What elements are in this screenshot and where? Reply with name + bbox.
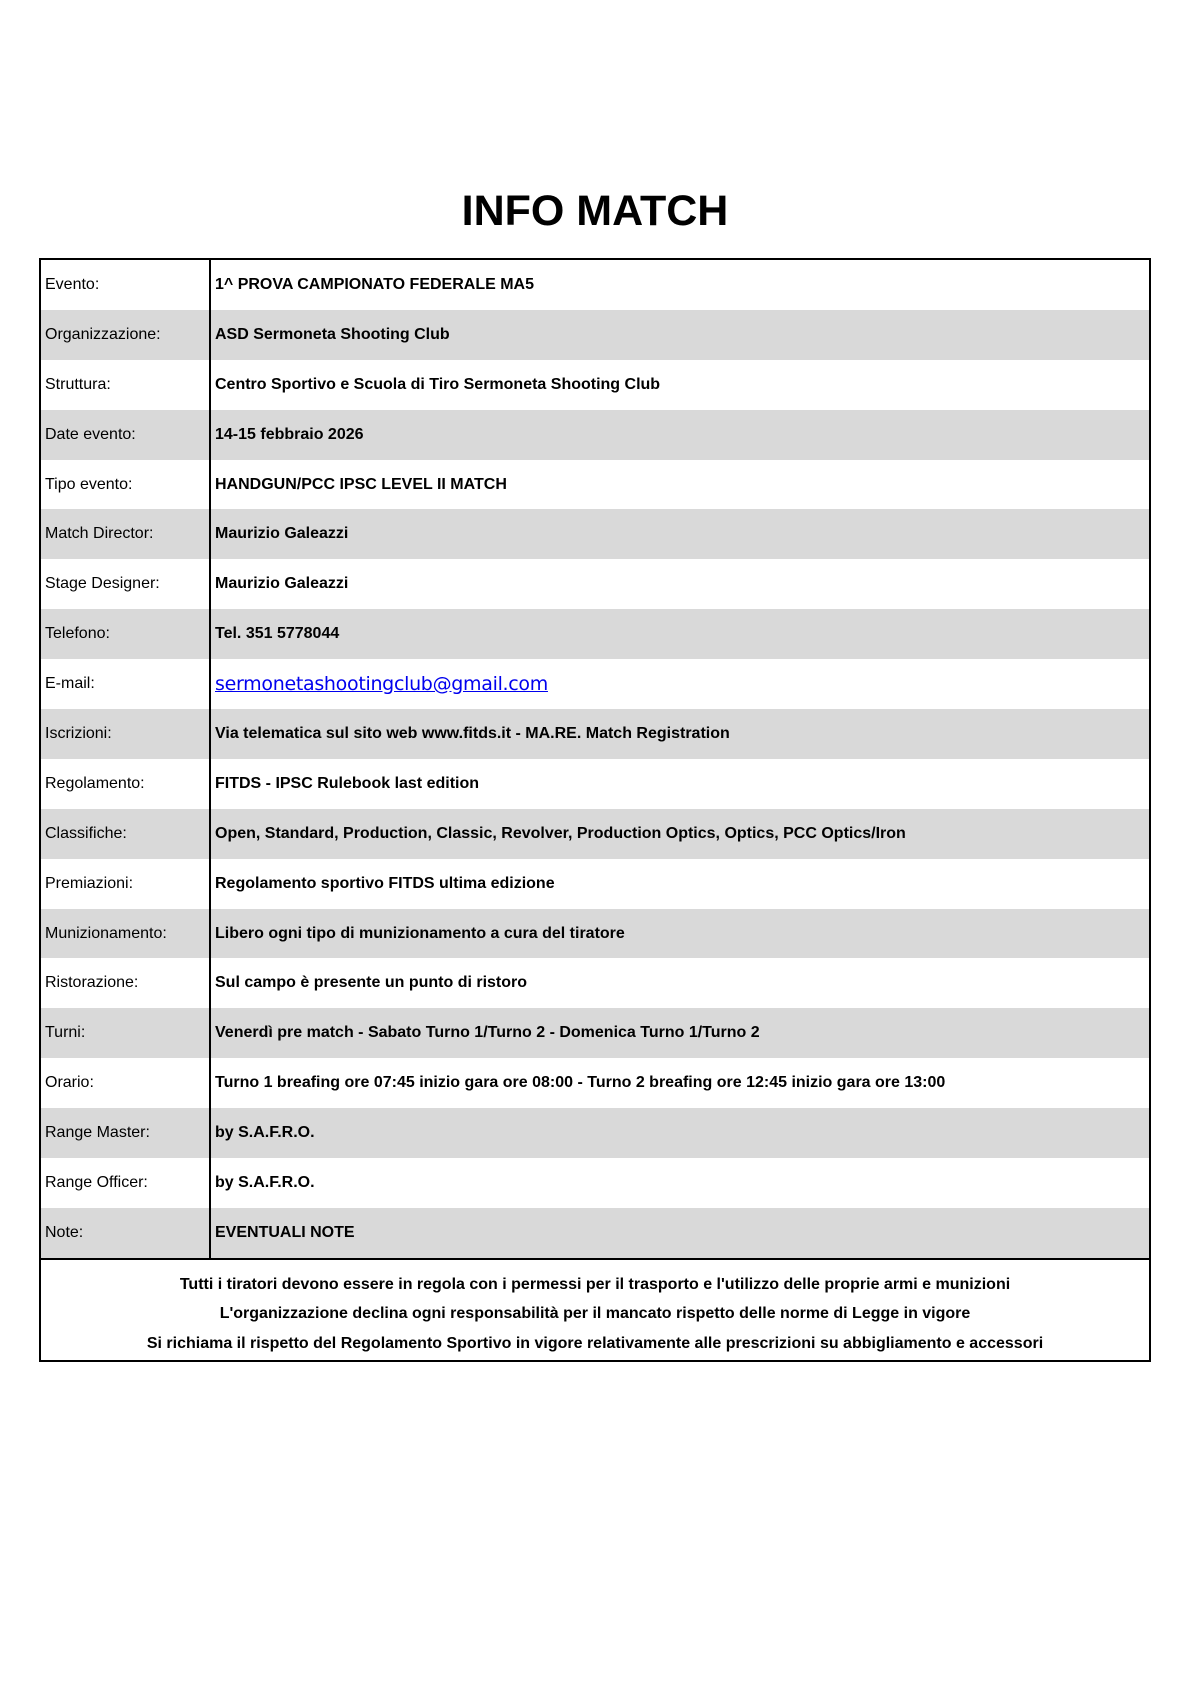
row-value: Maurizio Galeazzi [215,525,349,543]
row-date-evento [41,410,1149,460]
row-value: Turno 1 breafing ore 07:45 inizio gara ore 08:00 - Turno 2 breafing ore 12:45 inizio gara ore 13:00 [215,1074,946,1092]
footer-line: L'organizzazione declina ogni responsabilità per il mancato rispetto delle norme di Legge in vigore [219,1305,971,1323]
row-label: Note: [41,1208,211,1258]
row-label: Munizionamento: [41,909,211,959]
row-label: Turni: [41,1008,211,1058]
row-value: Open, Standard, Production, Classic, Revolver, Production Optics, Optics, PCC Optics/Iron [215,824,906,842]
row-ristorazione [41,958,1149,1008]
row-value: EVENTUALI NOTE [215,1223,355,1241]
row-premiazioni [41,859,1149,909]
row-email [41,659,1149,709]
row-stage-designer [41,559,1149,609]
row-orario [41,1058,1149,1108]
row-value: 1^ PROVA CAMPIONATO FEDERALE MA5 [215,275,534,293]
email-link[interactable]: sermonetashootingclub@gmail.com [215,673,548,696]
row-value: Centro Sportivo e Scuola di Tiro Sermoneta Shooting Club [215,375,661,393]
row-value: Regolamento sportivo FITDS ultima edizione [215,874,555,892]
row-label: Iscrizioni: [41,709,211,759]
row-label: Date evento: [41,410,211,460]
row-note [41,1208,1149,1258]
row-classifiche [41,809,1149,859]
row-value: FITDS - IPSC Rulebook last edition [215,774,480,792]
row-tipo-evento [41,460,1149,510]
row-match-director [41,509,1149,559]
row-value: Libero ogni tipo di munizionamento a cura del tiratore [215,924,625,942]
row-value [211,659,1149,709]
row-value: Via telematica sul sito web www.fitds.it - MA.RE. Match Registration [215,724,730,742]
row-label: Range Master: [41,1108,211,1158]
row-label: Telefono: [41,609,211,659]
row-value: Venerdì pre match - Sabato Turno 1/Turno 2 - Domenica Turno 1/Turno 2 [215,1024,760,1042]
row-value: ASD Sermoneta Shooting Club [215,325,450,343]
row-label: E-mail: [41,659,211,709]
row-munizionamento [41,909,1149,959]
row-label: Premiazioni: [41,859,211,909]
row-label: Regolamento: [41,759,211,809]
row-label: Ristorazione: [41,958,211,1008]
info-table [39,258,1151,1362]
row-label: Range Officer: [41,1158,211,1208]
row-label: Match Director: [41,509,211,559]
row-value: Tel. 351 5778044 [215,625,340,643]
row-turni [41,1008,1149,1058]
row-label: Tipo evento: [41,460,211,510]
row-label: Classifiche: [41,809,211,859]
row-iscrizioni [41,709,1149,759]
row-value: 14-15 febbraio 2026 [215,425,364,443]
row-label: Struttura: [41,360,211,410]
row-evento [41,260,1149,310]
footer-line: Tutti i tiratori devono essere in regola con i permessi per il trasporto e l'utilizzo delle proprie armi e munizioni [179,1275,1011,1293]
row-label: Orario: [41,1058,211,1108]
row-range-master [41,1108,1149,1158]
row-regolamento [41,759,1149,809]
row-value: Sul campo è presente un punto di ristoro [215,974,528,992]
row-label: Evento: [41,260,211,310]
row-value: by S.A.F.R.O. [215,1173,315,1191]
row-range-officer [41,1158,1149,1208]
page-title: INFO MATCH [461,186,729,235]
row-label: Stage Designer: [41,559,211,609]
footer-notice [41,1258,1149,1361]
row-label: Organizzazione: [41,310,211,360]
row-telefono [41,609,1149,659]
row-organizzazione [41,310,1149,360]
row-struttura [41,360,1149,410]
row-value: by S.A.F.R.O. [215,1124,315,1142]
row-value: Maurizio Galeazzi [215,575,349,593]
row-value: HANDGUN/PCC IPSC LEVEL II MATCH [215,475,507,493]
footer-line: Si richiama il rispetto del Regolamento Sportivo in vigore relativamente alle prescrizioni su abbigliamento e accessori [146,1334,1044,1352]
